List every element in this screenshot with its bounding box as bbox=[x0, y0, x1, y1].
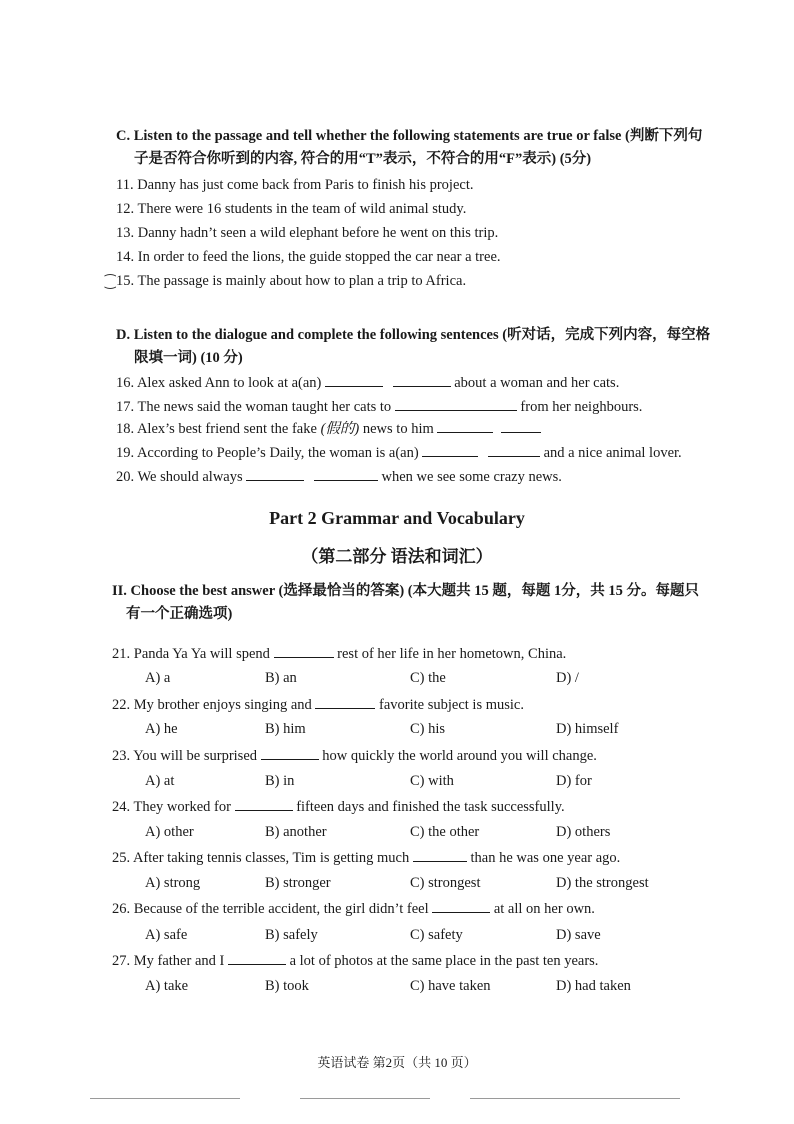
answer-blank[interactable] bbox=[261, 746, 319, 760]
section-d-heading-line2: 限填一词) (10 分) bbox=[134, 350, 243, 366]
footer-divider bbox=[300, 1098, 430, 1099]
section-ii-heading-line1: II. Choose the best answer (选择最恰当的答案) (本大题共 15 题，每题 1分，共 15 分。每题只 bbox=[112, 583, 699, 599]
question-18-text: 18. Alex’s best friend sent the fake bbox=[116, 421, 317, 437]
question-16-text: 16. Alex asked Ann to look at a(an) bbox=[116, 375, 322, 391]
question-26-text-end: at all on her own. bbox=[493, 901, 595, 917]
section-ii-heading-line2: 有一个正确选项) bbox=[126, 606, 233, 622]
option-a[interactable]: A) safe bbox=[145, 927, 188, 943]
question-26 bbox=[112, 899, 595, 918]
option-a[interactable]: A) take bbox=[145, 978, 189, 994]
option-c[interactable]: C) have taken bbox=[410, 978, 491, 994]
option-b[interactable]: B) safely bbox=[265, 927, 318, 943]
option-a[interactable]: A) a bbox=[145, 670, 171, 686]
question-20 bbox=[116, 467, 562, 486]
answer-blank[interactable] bbox=[325, 373, 383, 387]
question-22 bbox=[112, 695, 524, 714]
option-b[interactable]: B) an bbox=[265, 670, 297, 686]
part-2-title: Part 2 Grammar and Vocabulary bbox=[269, 508, 525, 528]
part-2-subtitle: （第二部分 语法和词汇） bbox=[301, 547, 493, 566]
option-d[interactable]: D) had taken bbox=[556, 978, 631, 994]
option-d[interactable]: D) for bbox=[556, 773, 592, 789]
question-17 bbox=[116, 397, 642, 416]
question-23-text-end: how quickly the world around you will change. bbox=[322, 748, 597, 764]
option-a[interactable]: A) strong bbox=[145, 875, 201, 891]
question-23 bbox=[112, 746, 597, 765]
option-d[interactable]: D) save bbox=[556, 927, 601, 943]
answer-blank[interactable] bbox=[488, 443, 540, 457]
answer-blank[interactable] bbox=[413, 848, 467, 862]
option-c[interactable]: C) with bbox=[410, 773, 454, 789]
question-27-text-end: a lot of photos at the same place in the past ten years. bbox=[289, 953, 599, 969]
answer-blank[interactable] bbox=[228, 951, 286, 965]
question-11: 11. Danny has just come back from Paris to finish his project. bbox=[116, 177, 474, 193]
question-21-text: 21. Panda Ya Ya will spend bbox=[112, 646, 270, 662]
question-25 bbox=[112, 848, 620, 867]
question-22-text: 22. My brother enjoys singing and bbox=[112, 697, 312, 713]
answer-blank[interactable] bbox=[314, 467, 378, 481]
option-d[interactable]: D) others bbox=[556, 824, 611, 840]
option-b[interactable]: B) in bbox=[265, 773, 295, 789]
option-c[interactable]: C) his bbox=[410, 721, 446, 737]
option-b[interactable]: B) took bbox=[265, 978, 309, 994]
question-21 bbox=[112, 644, 566, 663]
answer-blank[interactable] bbox=[393, 373, 451, 387]
question-19 bbox=[116, 443, 682, 462]
question-15: 15. The passage is mainly about how to plan a trip to Africa. bbox=[116, 273, 467, 289]
answer-blank[interactable] bbox=[235, 797, 293, 811]
answer-blank[interactable] bbox=[437, 419, 493, 433]
option-b[interactable]: B) him bbox=[265, 721, 306, 737]
question-12: 12. There were 16 students in the team of wild animal study. bbox=[116, 201, 467, 217]
option-c[interactable]: C) the other bbox=[410, 824, 480, 840]
option-c[interactable]: C) strongest bbox=[410, 875, 481, 891]
answer-blank[interactable] bbox=[395, 397, 517, 411]
question-20-text: 20. We should always bbox=[116, 469, 243, 485]
answer-blank[interactable] bbox=[432, 899, 490, 913]
question-23-text: 23. You will be surprised bbox=[112, 748, 258, 764]
footer-divider bbox=[90, 1098, 240, 1099]
option-c[interactable]: C) the bbox=[410, 670, 446, 686]
option-d[interactable]: D) the strongest bbox=[556, 875, 649, 891]
question-18-text-mid: news to him bbox=[362, 421, 434, 437]
option-c[interactable]: C) safety bbox=[410, 927, 463, 943]
section-c-heading-line1: C. Listen to the passage and tell whether the following statements are true or false (判断下列句 bbox=[116, 128, 703, 144]
question-22-text-end: favorite subject is music. bbox=[379, 697, 524, 713]
question-24-text-end: fifteen days and finished the task successfully. bbox=[296, 799, 565, 815]
question-18 bbox=[116, 419, 541, 438]
question-25-text-end: than he was one year ago. bbox=[470, 850, 621, 866]
answer-blank[interactable] bbox=[246, 467, 304, 481]
option-d[interactable]: D) himself bbox=[556, 721, 619, 737]
question-26-text: 26. Because of the terrible accident, the girl didn’t feel bbox=[112, 901, 429, 917]
answer-blank[interactable] bbox=[274, 644, 334, 658]
question-16-text-end: about a woman and her cats. bbox=[454, 375, 620, 391]
option-a[interactable]: A) he bbox=[145, 721, 178, 737]
option-a[interactable]: A) other bbox=[145, 824, 194, 840]
question-17-text-end: from her neighbours. bbox=[520, 399, 643, 415]
section-d-heading-line1: D. Listen to the dialogue and complete the following sentences (听对话，完成下列内容，每空格 bbox=[116, 327, 711, 343]
answer-blank[interactable] bbox=[315, 695, 375, 709]
question-27 bbox=[112, 951, 598, 970]
option-b[interactable]: B) stronger bbox=[265, 875, 331, 891]
question-14: 14. In order to feed the lions, the guide stopped the car near a tree. bbox=[116, 249, 501, 265]
option-a[interactable]: A) at bbox=[145, 773, 175, 789]
option-b[interactable]: B) another bbox=[265, 824, 327, 840]
section-c-heading-line2: 子是否符合你听到的内容, 符合的用“T”表示，不符合的用“F”表示) (5分) bbox=[134, 151, 592, 167]
question-24 bbox=[112, 797, 565, 816]
answer-blank[interactable] bbox=[501, 419, 541, 433]
option-d[interactable]: D) / bbox=[556, 670, 579, 686]
page-footer: 英语试卷 第2页（共 10 页） bbox=[317, 1055, 477, 1070]
question-20-text-end: when we see some crazy news. bbox=[381, 469, 562, 485]
question-24-text: 24. They worked for bbox=[112, 799, 231, 815]
question-21-text-end: rest of her life in her hometown, China. bbox=[337, 646, 567, 662]
footer-divider bbox=[470, 1098, 680, 1099]
question-19-text: 19. According to People’s Daily, the woman is a(an) bbox=[116, 445, 419, 461]
question-19-text-end: and a nice animal lover. bbox=[543, 445, 682, 461]
question-17-text: 17. The news said the woman taught her cats to bbox=[116, 399, 392, 415]
question-18-gloss: (假的) bbox=[320, 421, 360, 437]
question-13: 13. Danny hadn’t seen a wild elephant before he went on this trip. bbox=[116, 225, 499, 241]
handwritten-mark-icon: ⁐ bbox=[105, 274, 116, 289]
question-25-text: 25. After taking tennis classes, Tim is getting much bbox=[112, 850, 410, 866]
question-16 bbox=[116, 373, 619, 392]
answer-blank[interactable] bbox=[422, 443, 478, 457]
question-27-text: 27. My father and I bbox=[112, 953, 225, 969]
